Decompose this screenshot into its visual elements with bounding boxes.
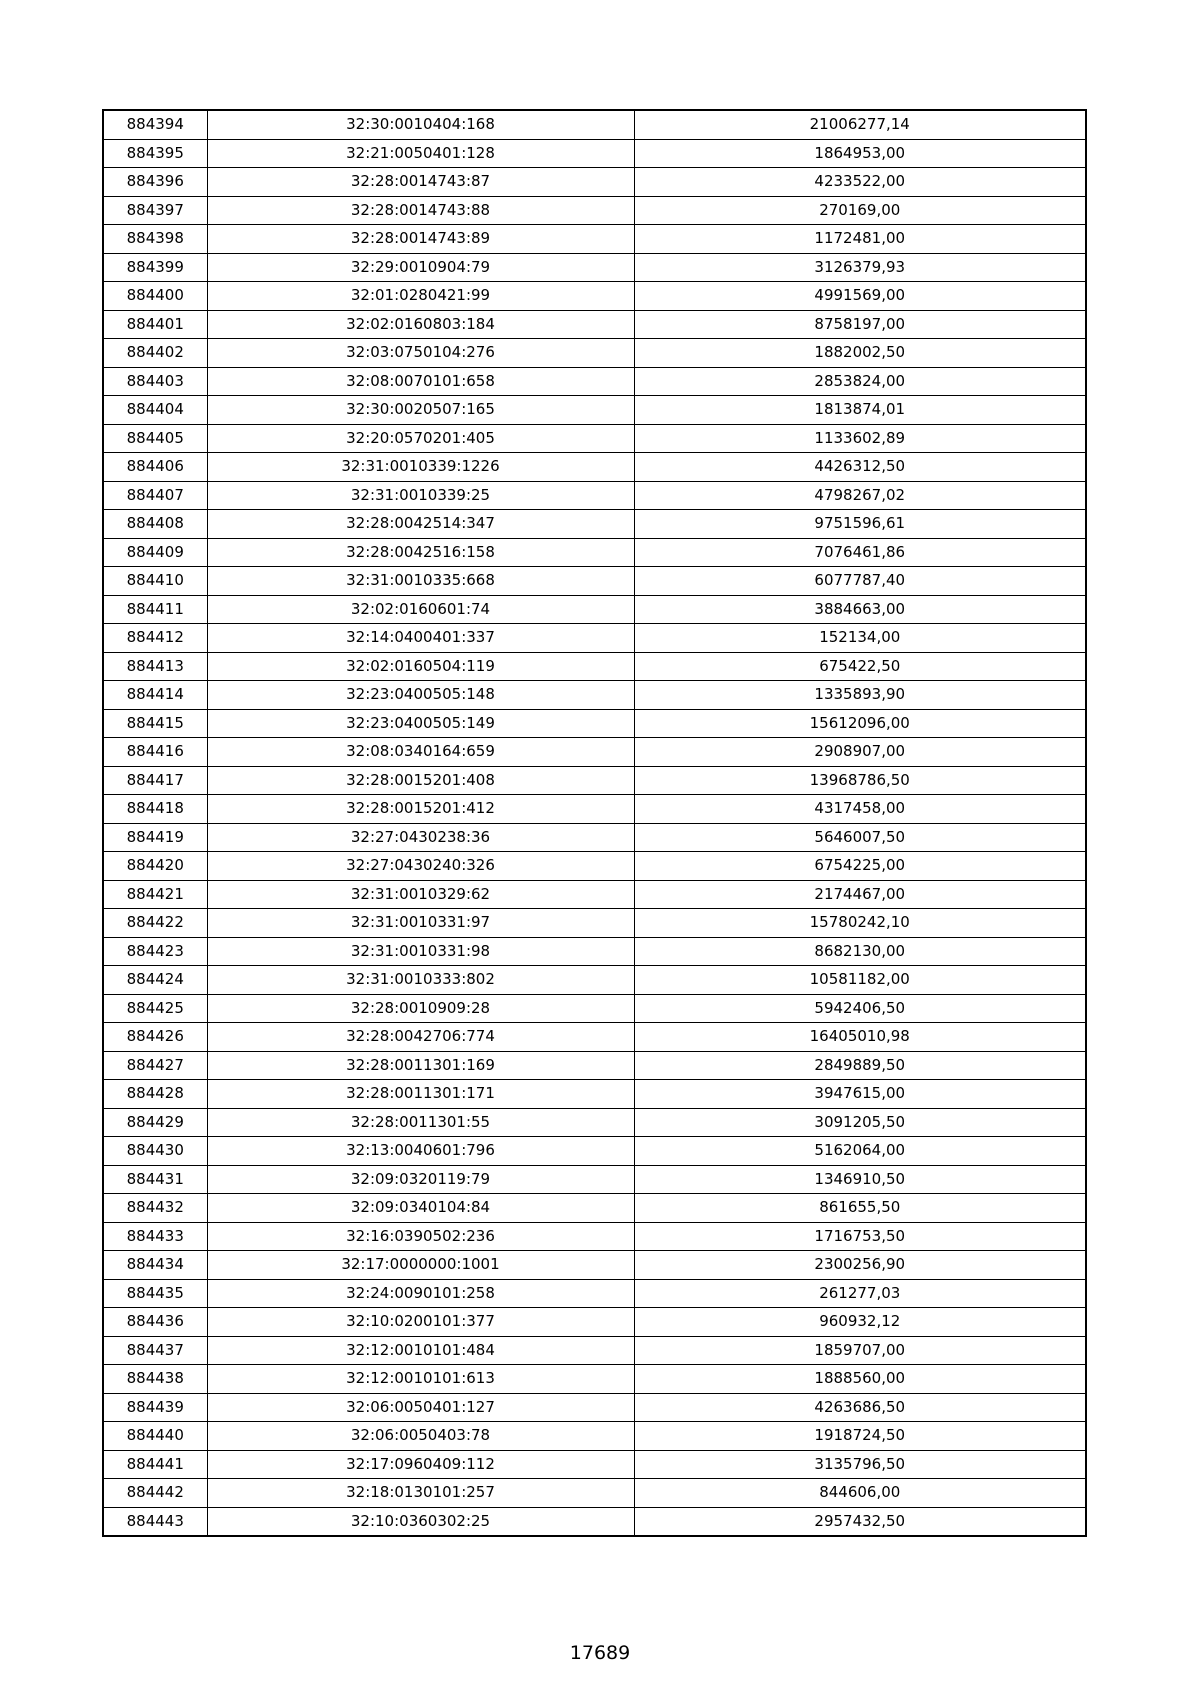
table-row (103, 880, 1086, 909)
record-number-cell: 884406 (103, 453, 207, 482)
value-cell: 960932,12 (634, 1308, 1086, 1337)
cadastral-number-cell: 32:02:0160803:184 (207, 310, 634, 339)
record-number-cell: 884403 (103, 367, 207, 396)
table-row (103, 1080, 1086, 1109)
table-row (103, 1251, 1086, 1280)
cadastral-number-cell: 32:31:0010333:802 (207, 966, 634, 995)
record-number-cell: 884433 (103, 1222, 207, 1251)
table-row (103, 196, 1086, 225)
record-number-cell: 884418 (103, 795, 207, 824)
cadastral-number-cell: 32:12:0010101:613 (207, 1365, 634, 1394)
table-row (103, 510, 1086, 539)
table-row (103, 110, 1086, 139)
record-number-cell: 884421 (103, 880, 207, 909)
cadastral-number-cell: 32:28:0042514:347 (207, 510, 634, 539)
value-cell: 270169,00 (634, 196, 1086, 225)
value-cell: 4233522,00 (634, 168, 1086, 197)
value-cell: 1813874,01 (634, 396, 1086, 425)
record-number-cell: 884441 (103, 1450, 207, 1479)
value-cell: 2957432,50 (634, 1507, 1086, 1536)
cadastral-number-cell: 32:17:0000000:1001 (207, 1251, 634, 1280)
table-row (103, 1450, 1086, 1479)
value-cell: 13968786,50 (634, 766, 1086, 795)
table-row (103, 1393, 1086, 1422)
cadastral-number-cell: 32:28:0011301:55 (207, 1108, 634, 1137)
value-cell: 1335893,90 (634, 681, 1086, 710)
cadastral-number-cell: 32:02:0160601:74 (207, 595, 634, 624)
record-number-cell: 884435 (103, 1279, 207, 1308)
table-row (103, 1507, 1086, 1536)
table-row (103, 1051, 1086, 1080)
cadastral-number-cell: 32:09:0320119:79 (207, 1165, 634, 1194)
record-number-cell: 884405 (103, 424, 207, 453)
value-cell: 10581182,00 (634, 966, 1086, 995)
data-table (102, 109, 1087, 1537)
table-row (103, 538, 1086, 567)
value-cell: 15612096,00 (634, 709, 1086, 738)
cadastral-number-cell: 32:27:0430240:326 (207, 852, 634, 881)
value-cell: 3947615,00 (634, 1080, 1086, 1109)
table-row (103, 709, 1086, 738)
value-cell: 21006277,14 (634, 110, 1086, 139)
table-row (103, 567, 1086, 596)
record-number-cell: 884434 (103, 1251, 207, 1280)
table-row (103, 1336, 1086, 1365)
cadastral-number-cell: 32:13:0040601:796 (207, 1137, 634, 1166)
table-row (103, 396, 1086, 425)
table-row (103, 1222, 1086, 1251)
value-cell: 1882002,50 (634, 339, 1086, 368)
value-cell: 844606,00 (634, 1479, 1086, 1508)
value-cell: 4317458,00 (634, 795, 1086, 824)
cadastral-number-cell: 32:08:0070101:658 (207, 367, 634, 396)
cadastral-number-cell: 32:02:0160504:119 (207, 652, 634, 681)
value-cell: 6077787,40 (634, 567, 1086, 596)
record-number-cell: 884407 (103, 481, 207, 510)
record-number-cell: 884408 (103, 510, 207, 539)
table-row (103, 1422, 1086, 1451)
value-cell: 675422,50 (634, 652, 1086, 681)
record-number-cell: 884394 (103, 110, 207, 139)
value-cell: 4263686,50 (634, 1393, 1086, 1422)
cadastral-number-cell: 32:14:0400401:337 (207, 624, 634, 653)
record-number-cell: 884443 (103, 1507, 207, 1536)
table-row (103, 795, 1086, 824)
value-cell: 2300256,90 (634, 1251, 1086, 1280)
cadastral-number-cell: 32:08:0340164:659 (207, 738, 634, 767)
record-number-cell: 884426 (103, 1023, 207, 1052)
value-cell: 8682130,00 (634, 937, 1086, 966)
table-row (103, 1365, 1086, 1394)
record-number-cell: 884412 (103, 624, 207, 653)
cadastral-number-cell: 32:28:0010909:28 (207, 994, 634, 1023)
cadastral-number-cell: 32:01:0280421:99 (207, 282, 634, 311)
value-cell: 1172481,00 (634, 225, 1086, 254)
cadastral-number-cell: 32:28:0015201:412 (207, 795, 634, 824)
table-row (103, 766, 1086, 795)
record-number-cell: 884427 (103, 1051, 207, 1080)
record-number-cell: 884415 (103, 709, 207, 738)
record-number-cell: 884399 (103, 253, 207, 282)
value-cell: 4991569,00 (634, 282, 1086, 311)
cadastral-number-cell: 32:17:0960409:112 (207, 1450, 634, 1479)
cadastral-number-cell: 32:28:0042516:158 (207, 538, 634, 567)
record-number-cell: 884413 (103, 652, 207, 681)
table-row (103, 1308, 1086, 1337)
value-cell: 16405010,98 (634, 1023, 1086, 1052)
cadastral-number-cell: 32:28:0042706:774 (207, 1023, 634, 1052)
cadastral-number-cell: 32:16:0390502:236 (207, 1222, 634, 1251)
value-cell: 2908907,00 (634, 738, 1086, 767)
table-row (103, 1165, 1086, 1194)
value-cell: 2849889,50 (634, 1051, 1086, 1080)
value-cell: 1133602,89 (634, 424, 1086, 453)
table-row (103, 1108, 1086, 1137)
table-body (103, 110, 1086, 1536)
record-number-cell: 884396 (103, 168, 207, 197)
cadastral-number-cell: 32:31:0010331:98 (207, 937, 634, 966)
record-number-cell: 884424 (103, 966, 207, 995)
table-row (103, 994, 1086, 1023)
record-number-cell: 884395 (103, 139, 207, 168)
record-number-cell: 884419 (103, 823, 207, 852)
value-cell: 261277,03 (634, 1279, 1086, 1308)
table-row (103, 937, 1086, 966)
value-cell: 3884663,00 (634, 595, 1086, 624)
table-row (103, 823, 1086, 852)
value-cell: 861655,50 (634, 1194, 1086, 1223)
table-row (103, 225, 1086, 254)
table-row (103, 481, 1086, 510)
record-number-cell: 884423 (103, 937, 207, 966)
cadastral-number-cell: 32:21:0050401:128 (207, 139, 634, 168)
table-row (103, 1194, 1086, 1223)
cadastral-number-cell: 32:29:0010904:79 (207, 253, 634, 282)
record-number-cell: 884410 (103, 567, 207, 596)
table-row (103, 282, 1086, 311)
value-cell: 5646007,50 (634, 823, 1086, 852)
cadastral-number-cell: 32:03:0750104:276 (207, 339, 634, 368)
value-cell: 3091205,50 (634, 1108, 1086, 1137)
cadastral-number-cell: 32:06:0050403:78 (207, 1422, 634, 1451)
value-cell: 6754225,00 (634, 852, 1086, 881)
record-number-cell: 884422 (103, 909, 207, 938)
cadastral-number-cell: 32:09:0340104:84 (207, 1194, 634, 1223)
record-number-cell: 884431 (103, 1165, 207, 1194)
table-row (103, 624, 1086, 653)
value-cell: 2174467,00 (634, 880, 1086, 909)
table-row (103, 595, 1086, 624)
cadastral-number-cell: 32:31:0010331:97 (207, 909, 634, 938)
table-row (103, 1279, 1086, 1308)
record-number-cell: 884440 (103, 1422, 207, 1451)
record-number-cell: 884428 (103, 1080, 207, 1109)
table-row (103, 253, 1086, 282)
value-cell: 1716753,50 (634, 1222, 1086, 1251)
record-number-cell: 884398 (103, 225, 207, 254)
table-row (103, 168, 1086, 197)
cadastral-number-cell: 32:28:0014743:87 (207, 168, 634, 197)
value-cell: 7076461,86 (634, 538, 1086, 567)
record-number-cell: 884400 (103, 282, 207, 311)
cadastral-number-cell: 32:27:0430238:36 (207, 823, 634, 852)
table-row (103, 852, 1086, 881)
record-number-cell: 884437 (103, 1336, 207, 1365)
value-cell: 15780242,10 (634, 909, 1086, 938)
value-cell: 5162064,00 (634, 1137, 1086, 1166)
value-cell: 1346910,50 (634, 1165, 1086, 1194)
cadastral-number-cell: 32:31:0010339:25 (207, 481, 634, 510)
cadastral-number-cell: 32:06:0050401:127 (207, 1393, 634, 1422)
table-row (103, 738, 1086, 767)
table-row (103, 310, 1086, 339)
cadastral-number-cell: 32:10:0360302:25 (207, 1507, 634, 1536)
table-row (103, 1479, 1086, 1508)
cadastral-number-cell: 32:28:0011301:171 (207, 1080, 634, 1109)
table-row (103, 139, 1086, 168)
cadastral-number-cell: 32:28:0014743:88 (207, 196, 634, 225)
record-number-cell: 884439 (103, 1393, 207, 1422)
table-row (103, 339, 1086, 368)
cadastral-number-cell: 32:31:0010335:668 (207, 567, 634, 596)
value-cell: 5942406,50 (634, 994, 1086, 1023)
table-row (103, 1023, 1086, 1052)
value-cell: 152134,00 (634, 624, 1086, 653)
table-row (103, 681, 1086, 710)
cadastral-number-cell: 32:23:0400505:149 (207, 709, 634, 738)
cadastral-number-cell: 32:30:0010404:168 (207, 110, 634, 139)
value-cell: 9751596,61 (634, 510, 1086, 539)
value-cell: 4798267,02 (634, 481, 1086, 510)
record-number-cell: 884429 (103, 1108, 207, 1137)
value-cell: 4426312,50 (634, 453, 1086, 482)
table-row (103, 453, 1086, 482)
cadastral-number-cell: 32:30:0020507:165 (207, 396, 634, 425)
value-cell: 1888560,00 (634, 1365, 1086, 1394)
table-row (103, 966, 1086, 995)
cadastral-number-cell: 32:12:0010101:484 (207, 1336, 634, 1365)
record-number-cell: 884416 (103, 738, 207, 767)
record-number-cell: 884397 (103, 196, 207, 225)
cadastral-number-cell: 32:18:0130101:257 (207, 1479, 634, 1508)
record-number-cell: 884425 (103, 994, 207, 1023)
table-row (103, 1137, 1086, 1166)
table-row (103, 367, 1086, 396)
value-cell: 3135796,50 (634, 1450, 1086, 1479)
record-number-cell: 884430 (103, 1137, 207, 1166)
cadastral-number-cell: 32:31:0010339:1226 (207, 453, 634, 482)
table-row (103, 909, 1086, 938)
record-number-cell: 884436 (103, 1308, 207, 1337)
table-row (103, 652, 1086, 681)
record-number-cell: 884442 (103, 1479, 207, 1508)
record-number-cell: 884411 (103, 595, 207, 624)
record-number-cell: 884404 (103, 396, 207, 425)
record-number-cell: 884402 (103, 339, 207, 368)
record-number-cell: 884401 (103, 310, 207, 339)
value-cell: 3126379,93 (634, 253, 1086, 282)
record-number-cell: 884438 (103, 1365, 207, 1394)
cadastral-number-cell: 32:31:0010329:62 (207, 880, 634, 909)
cadastral-number-cell: 32:28:0015201:408 (207, 766, 634, 795)
record-number-cell: 884409 (103, 538, 207, 567)
cadastral-number-cell: 32:28:0014743:89 (207, 225, 634, 254)
page-number: 17689 (569, 1642, 631, 1664)
record-number-cell: 884417 (103, 766, 207, 795)
value-cell: 1859707,00 (634, 1336, 1086, 1365)
cadastral-number-cell: 32:23:0400505:148 (207, 681, 634, 710)
cadastral-number-cell: 32:24:0090101:258 (207, 1279, 634, 1308)
table-row (103, 424, 1086, 453)
value-cell: 1918724,50 (634, 1422, 1086, 1451)
cadastral-number-cell: 32:20:0570201:405 (207, 424, 634, 453)
cadastral-number-cell: 32:28:0011301:169 (207, 1051, 634, 1080)
record-number-cell: 884432 (103, 1194, 207, 1223)
value-cell: 2853824,00 (634, 367, 1086, 396)
value-cell: 1864953,00 (634, 139, 1086, 168)
cadastral-number-cell: 32:10:0200101:377 (207, 1308, 634, 1337)
record-number-cell: 884420 (103, 852, 207, 881)
record-number-cell: 884414 (103, 681, 207, 710)
value-cell: 8758197,00 (634, 310, 1086, 339)
